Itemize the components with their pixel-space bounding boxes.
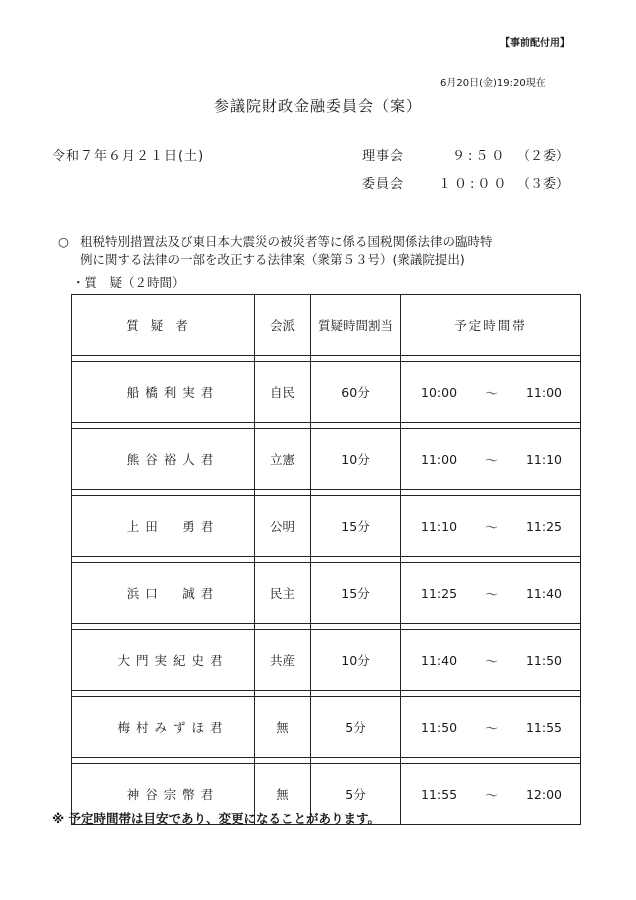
slot-cell: [401, 496, 581, 557]
slot-start: 11:00: [421, 451, 458, 467]
header-allocation: 質疑時間割当: [311, 295, 401, 356]
party-cell: 公明: [255, 496, 311, 557]
slot-start: 11:50: [421, 719, 458, 735]
slot-cell: [401, 563, 581, 624]
slot-start: 11:40: [421, 652, 458, 668]
party-cell: 立憲: [255, 429, 311, 490]
slot-cell: [401, 362, 581, 423]
table-row: [72, 563, 581, 624]
party-cell: 無: [255, 764, 311, 825]
schedule-count-committee: （３委）: [517, 177, 570, 192]
slot-tilde: ～: [484, 520, 498, 536]
questioner-name: 船橋利実君: [72, 362, 255, 423]
slot-cell: [401, 630, 581, 691]
questioner-name: 上田 勇君: [72, 496, 255, 557]
table-row: [72, 362, 581, 423]
table-row: [72, 496, 581, 557]
allocation-cell: 5分: [311, 764, 401, 825]
slot-tilde: ～: [484, 386, 498, 402]
slot-start: 11:10: [421, 518, 458, 534]
questioner-name: 神谷宗幣君: [72, 764, 255, 825]
schedule-name-committee: 委員会: [362, 177, 405, 192]
slot-tilde: ～: [484, 654, 498, 670]
slot-tilde: ～: [484, 453, 498, 469]
schedule-name-board: 理事会: [362, 149, 405, 164]
slot-end: 11:40: [525, 585, 562, 601]
schedule-count-board: （２委）: [517, 149, 570, 164]
questioner-name: 熊谷裕人君: [72, 429, 255, 490]
allocation-cell: 15分: [311, 496, 401, 557]
slot-end: 11:10: [525, 451, 562, 467]
slot-start: 11:55: [421, 786, 458, 802]
bill-text: [80, 233, 493, 269]
slot-end: 11:55: [525, 719, 562, 735]
slot-end: 11:50: [525, 652, 562, 668]
questioner-name: 梅村みずほ君: [72, 697, 255, 758]
slot-tilde: ～: [484, 587, 498, 603]
allocation-cell: 10分: [311, 429, 401, 490]
questioner-name: 大門実紀史君: [72, 630, 255, 691]
header-slot: 予定時間帯: [401, 295, 581, 356]
slot-cell: [401, 429, 581, 490]
slot-cell: [401, 697, 581, 758]
as-of-timestamp: 6月20日(金)19:20現在: [440, 78, 546, 89]
party-cell: 民主: [255, 563, 311, 624]
allocation-cell: 60分: [311, 362, 401, 423]
header-party: 会派: [255, 295, 311, 356]
allocation-cell: 10分: [311, 630, 401, 691]
questioner-name: 浜口 誠君: [72, 563, 255, 624]
party-cell: 無: [255, 697, 311, 758]
distribution-label: 【事前配付用】: [500, 38, 570, 49]
schedule-time-committee: １０:００: [438, 177, 510, 192]
allocation-cell: 5分: [311, 697, 401, 758]
party-cell: 共産: [255, 630, 311, 691]
slot-start: 10:00: [421, 384, 458, 400]
schedule-time-board: ９:５０: [452, 149, 508, 164]
table-row: [72, 630, 581, 691]
meeting-date: 令和７年６月２１日(土): [52, 149, 205, 164]
allocation-cell: 15分: [311, 563, 401, 624]
slot-tilde: ～: [484, 788, 498, 804]
slot-tilde: ～: [484, 721, 498, 737]
slot-start: 11:25: [421, 585, 458, 601]
table-row: [72, 429, 581, 490]
slot-cell: [401, 764, 581, 825]
header-questioner: 質疑者: [72, 295, 255, 356]
bill-line-2: 例に関する法律の一部を改正する法律案（衆第５３号）(衆議院提出): [80, 252, 465, 267]
questioning-table: [71, 294, 581, 825]
table-header-row: [72, 295, 581, 356]
slot-end: 11:25: [525, 518, 562, 534]
slot-end: 12:00: [525, 786, 562, 802]
bill-line-1: 租税特別措置法及び東日本大震災の被災者等に係る国税関係法律の臨時特: [80, 234, 493, 249]
party-cell: 自民: [255, 362, 311, 423]
slot-end: 11:00: [525, 384, 562, 400]
circle-marker-icon: ○: [58, 234, 69, 249]
document-title: 参議院財政金融委員会（案）: [213, 97, 422, 115]
questioning-subheading: ・質 疑（２時間）: [72, 275, 185, 290]
footnote: ※ 予定時間帯は目安であり、変更になることがあります。: [52, 811, 381, 826]
table-row: [72, 697, 581, 758]
